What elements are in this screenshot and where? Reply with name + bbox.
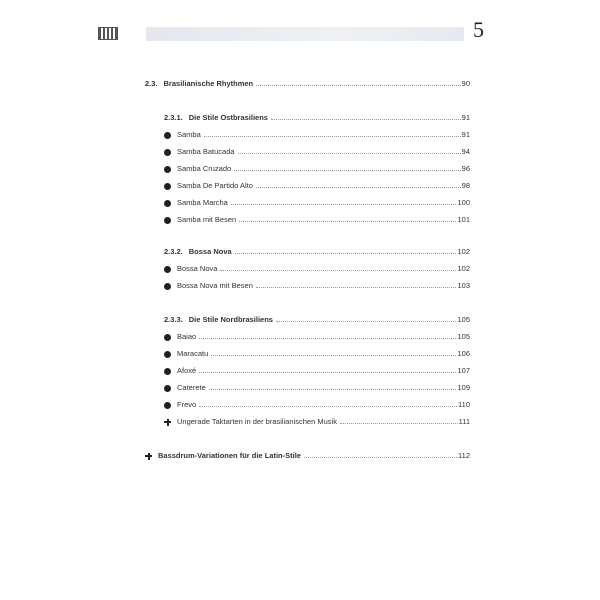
toc-entry[interactable] <box>164 181 470 191</box>
toc-entry[interactable] <box>145 79 470 89</box>
toc-entry[interactable] <box>164 113 470 123</box>
toc-label: Samba Marcha <box>177 198 228 207</box>
bullet-icon <box>164 183 171 190</box>
toc-page-number: 106 <box>457 349 470 358</box>
header-bar <box>146 27 464 41</box>
toc-label: Afoxé <box>177 366 197 375</box>
toc-label: Die Stile Ostbrasiliens <box>188 113 268 122</box>
toc-page-number: 102 <box>457 264 470 273</box>
toc-number: 2.3.3. <box>164 315 183 324</box>
toc-label: Frevo <box>177 400 197 409</box>
toc-page-number: 107 <box>457 366 470 375</box>
dot-leader <box>199 338 456 339</box>
toc-entry[interactable] <box>164 147 470 157</box>
bullet-icon <box>164 351 171 358</box>
toc-entry[interactable] <box>164 198 470 208</box>
dot-leader <box>204 136 461 137</box>
toc-page-number: 105 <box>457 315 470 324</box>
toc-entry[interactable] <box>164 349 470 359</box>
toc-page-number: 109 <box>457 383 470 392</box>
toc-page-number: 91 <box>461 113 470 122</box>
bullet-icon <box>164 266 171 273</box>
bullet-icon <box>164 166 171 173</box>
dot-leader <box>211 355 456 356</box>
toc-entry[interactable] <box>164 130 470 140</box>
plus-icon <box>164 419 171 426</box>
publisher-logo-icon <box>98 27 118 40</box>
toc-entry[interactable] <box>164 264 470 274</box>
dot-leader <box>271 119 461 120</box>
dot-leader <box>256 187 461 188</box>
toc-entry[interactable] <box>164 281 470 291</box>
toc-entry[interactable] <box>164 400 470 410</box>
toc-entry[interactable] <box>164 215 470 225</box>
dot-leader <box>238 153 461 154</box>
dot-leader <box>231 204 457 205</box>
dot-leader <box>220 270 456 271</box>
toc-entry[interactable] <box>145 451 470 461</box>
toc-page-number: 100 <box>457 198 470 207</box>
toc-label: Brasilianische Rhythmen <box>163 79 254 88</box>
bullet-icon <box>164 334 171 341</box>
toc-label: Bassdrum-Variationen für die Latin-Stile <box>158 451 301 460</box>
bullet-icon <box>164 283 171 290</box>
toc-label: Bossa Nova mit Besen <box>177 281 253 290</box>
toc-label: Samba Cruzado <box>177 164 232 173</box>
toc-label: Caterete <box>177 383 206 392</box>
toc-entry[interactable] <box>164 383 470 393</box>
page-number: 5 <box>473 17 484 42</box>
toc-entry[interactable] <box>164 164 470 174</box>
toc-label: Ungerade Taktarten in der brasilianischen Musik <box>177 417 337 426</box>
toc-label: Samba De Partido Alto <box>177 181 253 190</box>
dot-leader <box>209 389 457 390</box>
toc-number: 2.3.2. <box>164 247 183 256</box>
toc-page-number: 112 <box>458 451 470 460</box>
bullet-icon <box>164 385 171 392</box>
plus-icon <box>145 453 152 460</box>
toc-page-number: 101 <box>457 215 470 224</box>
dot-leader <box>199 372 456 373</box>
toc-page-number: 110 <box>458 400 470 409</box>
toc-label: Bossa Nova <box>177 264 218 273</box>
toc-entry[interactable] <box>164 417 470 427</box>
dot-leader <box>239 221 456 222</box>
dot-leader <box>304 457 457 458</box>
toc-label: Samba Batucada <box>177 147 235 156</box>
toc-page-number: 102 <box>457 247 470 256</box>
toc-page-number: 91 <box>461 130 470 139</box>
toc-page-number: 105 <box>457 332 470 341</box>
toc-label: Baiao <box>177 332 197 341</box>
toc-label: Die Stile Nordbrasiliens <box>188 315 273 324</box>
bullet-icon <box>164 217 171 224</box>
dot-leader <box>199 406 457 407</box>
toc-page-number: 111 <box>458 417 470 426</box>
toc-page-number: 103 <box>457 281 470 290</box>
bullet-icon <box>164 200 171 207</box>
dot-leader <box>256 85 461 86</box>
bullet-icon <box>164 132 171 139</box>
toc-number: 2.3. <box>145 79 158 88</box>
toc-entry[interactable] <box>164 366 470 376</box>
dot-leader <box>235 253 457 254</box>
toc-page-number: 96 <box>461 164 470 173</box>
toc-label: Bossa Nova <box>188 247 232 256</box>
dot-leader <box>256 287 457 288</box>
bullet-icon <box>164 149 171 156</box>
toc-label: Maracatu <box>177 349 209 358</box>
dot-leader <box>340 423 458 424</box>
toc-entry[interactable] <box>164 332 470 342</box>
dot-leader <box>234 170 460 171</box>
toc-label: Samba <box>177 130 201 139</box>
toc-label: Samba mit Besen <box>177 215 237 224</box>
toc-entry[interactable] <box>164 247 470 257</box>
toc-number: 2.3.1. <box>164 113 183 122</box>
bullet-icon <box>164 368 171 375</box>
bullet-icon <box>164 402 171 409</box>
toc-page-number: 98 <box>461 181 470 190</box>
toc-entry[interactable] <box>164 315 470 325</box>
dot-leader <box>276 321 457 322</box>
toc-page-number: 94 <box>461 147 470 156</box>
toc-page-number: 90 <box>461 79 470 88</box>
